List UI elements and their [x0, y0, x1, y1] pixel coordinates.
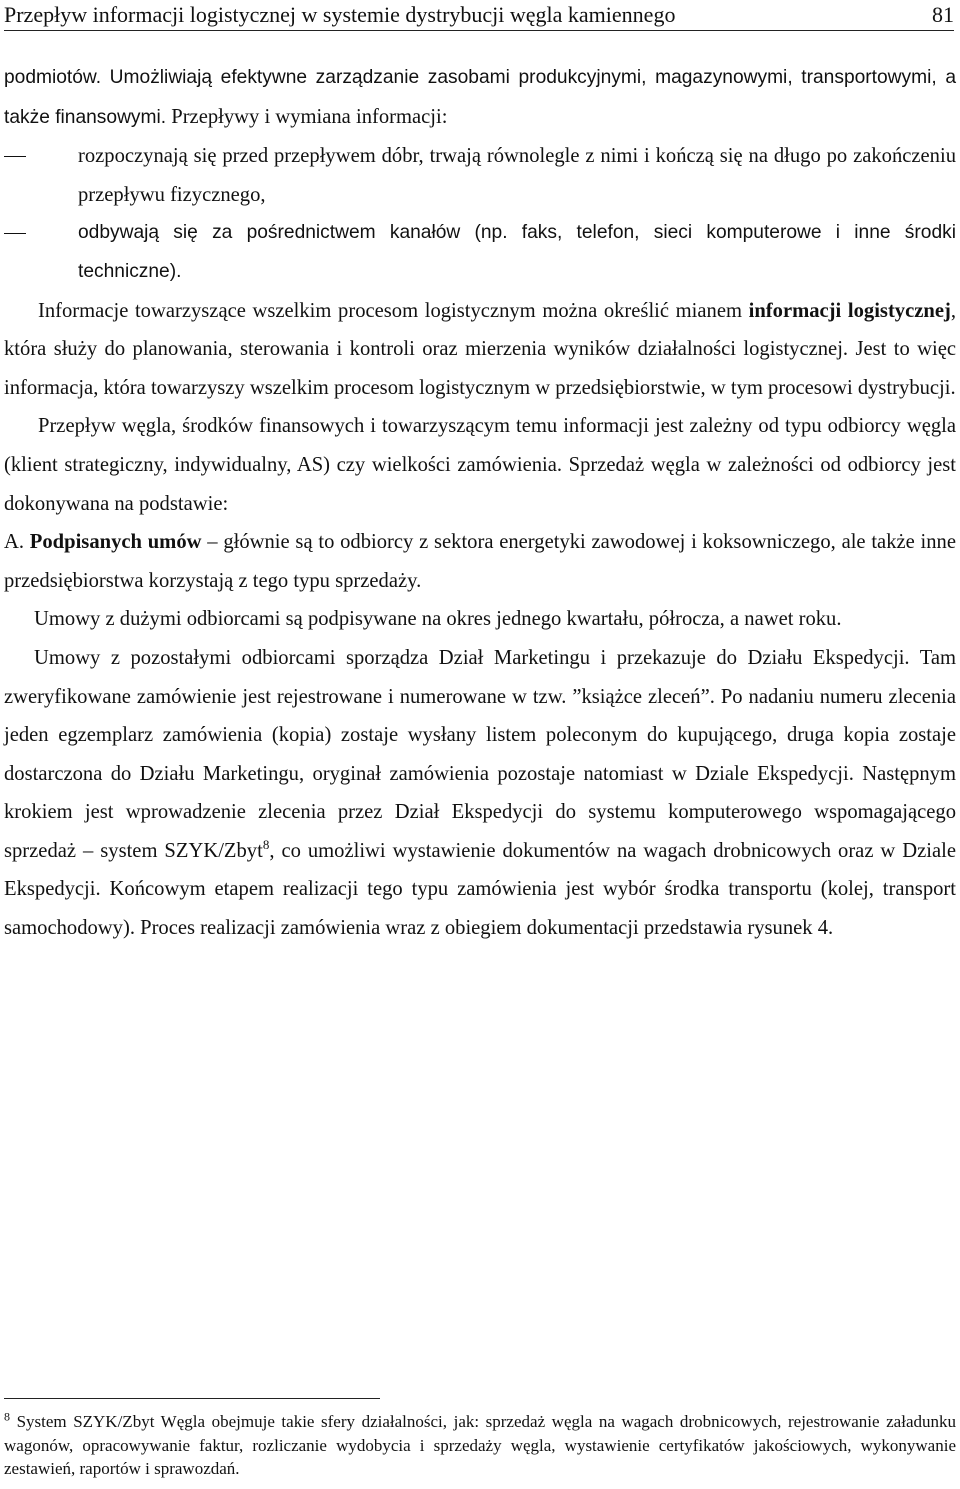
intro-text-serif: Przepływy i wymiana informacji:: [166, 105, 448, 128]
paragraph-signed-contracts: A. Podpisanych umów – głównie są to odbiorcy z sektora energetyki zawodowej i koksowniczego, ale także inne przedsiębiorstwa korzystają z tego typu sprzedaży.: [4, 531, 956, 592]
list-label: A.: [4, 531, 25, 554]
paragraph-other-customers: Umowy z pozostałymi odbiorcami sporządza Dział Marketingu i przekazuje do Działu Ekspedycji. Tam zweryfikowane zamówienie jest rejestrowane i numerowane w tzw. ”książce zleceń”. Po nadaniu numeru zlecenia jeden egzemplarz zamówienia (kopia) zostaje wysłany listem poleconym do kupującego, druga kopia zostaje dostarczona do Działu Marketingu, oryginał zamówienia pozostaje natomiast w Dziale Ekspedycji. Następnym krokiem jest wprowadzenie zlecenia przez Dział Ekspedycji do systemu komputerowego wspomagającego sprzedaż – system SZYK/Zbyt$^8$, co umożliwi wystawienie dokumentów na wagach drobnicowych oraz w Dziale Ekspedycji. Końcowym etapem realizacji tego typu zamówienia jest wybór środka transportu (kolej, transport samochodowy). Proces realizacji zamówienia wraz z obiegiem dokumentacji przedstawia rysunek 4.: [4, 646, 957, 940]
footnote-separator: [4, 1398, 380, 1399]
paragraph-logistic-info: Informacje towarzyszące wszelkim procesom logistycznym można określić mianem informacji logistycznej, która służy do planowania, sterowania i kontroli oraz mierzenia wyników działalności logistycznej. Jest to więc informacja, która towarzyszy wszelkim procesom logistycznym w przedsiębiorstwie, w tym procesowi dystrybucji.: [4, 299, 956, 399]
list-item: odbywają się za pośrednictwem kanałów (np. faks, telefon, sieci komputerowe i inne środki techniczne).: [4, 214, 956, 291]
paragraph-large-customers: Umowy z dużymi odbiorcami są podpisywane na okres jednego kwartału, półrocza, a nawet roku.: [34, 608, 842, 631]
header-title: Przepływ informacji logistycznej w systemie dystrybucji węgla kamiennego: [4, 2, 676, 27]
paragraph-intro: [4, 58, 956, 137]
footnote-number: 8: [4, 1409, 10, 1424]
intro-text-sans: podmiotów. Umożliwiają efektywne zarządzanie zasobami produkcyjnymi, magazynowymi, transportowymi, a także finansowymi.: [4, 67, 956, 128]
page-number: 81: [932, 2, 954, 27]
dash-list: [4, 137, 956, 291]
paragraph-coal-flow: Przepływ węgla, środków finansowych i towarzyszącym temu informacji jest zależny od typu odbiorcy węgla (klient strategiczny, indywidualny, AS) czy wielkości zamówienia. Sprzedaż węgla w zależności od odbiorcy jest dokonywana na podstawie:: [4, 415, 956, 515]
page-body: [4, 58, 956, 948]
term-signed-contracts: Podpisanych umów: [29, 531, 202, 554]
footnote-ref[interactable]: 8: [262, 837, 270, 853]
list-item: rozpoczynają się przed przepływem dóbr, trwają równolegle z nimi i kończą się na długo po zakończeniu przepływu fizycznego,: [4, 137, 956, 214]
term-logistic-info: informacji logistycznej: [748, 299, 951, 322]
running-header: [4, 0, 954, 31]
footnote-text: System SZYK/Zbyt Węgla obejmuje takie sfery działalności, jak: sprzedaż węgla na wagach drobnicowych, rejestrowanie załadunku wagonów, opracowywanie faktur, rozliczanie wydobycia i sprzedaży węgla, wystawienie certyfikatów jakościowych, wykonywanie zestawień, raportów i sprawozdań.: [4, 1412, 956, 1478]
dash-bullet-icon: [4, 233, 26, 234]
dash-bullet-icon: [4, 156, 26, 157]
footnote: [4, 1410, 956, 1481]
